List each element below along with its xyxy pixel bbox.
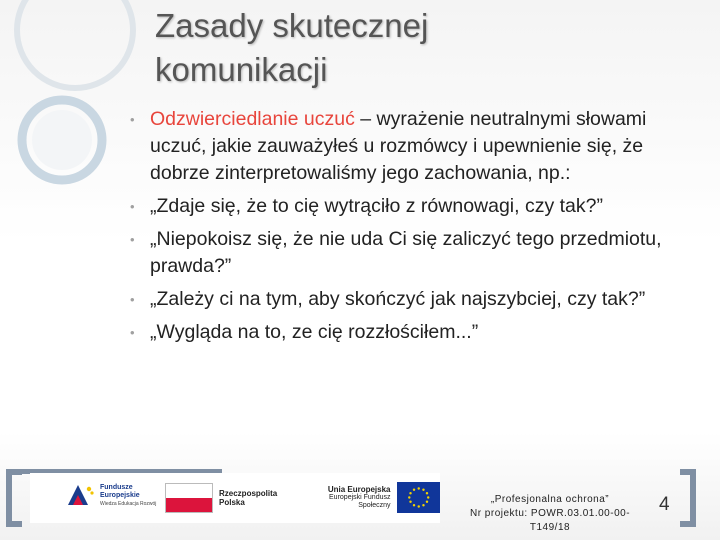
fundusze-europejskie-mark-icon [62,481,96,511]
eu-logo-line-2: Europejski Fundusz Społeczny [329,493,391,509]
polish-flag-icon [165,483,213,513]
bullet-text: – wyrażenie neutralnymi słowami uczuć, jakie zauważyłeś u rozmówcy i upewnienie się, że dobrze zinterpretowaliśmy jego zachowania, np.: [150,108,647,184]
bullet-dot-icon: • [130,232,135,247]
circle-top-ring [17,0,133,88]
bullet-dot-icon: • [130,112,135,127]
page-number: 4 [659,494,670,515]
slide-title-line-1: Zasady skutecznej [155,7,429,44]
project-info [450,493,650,535]
program-name: „Profesjonalna ochrona” [490,494,610,505]
bullet-dot-icon: • [130,325,135,340]
fundusze-europejskie-logo [62,481,156,511]
eu-flag-icon [397,482,441,513]
pl-logo-line-2: Polska [219,498,245,507]
fe-logo-line-3: Wiedza Edukacja Rozwój [100,501,157,507]
footer-bracket-right [680,469,696,527]
bullet-item-4 [130,286,705,313]
bullet-dot-icon: • [130,292,135,307]
funding-logo-bar [30,473,440,523]
bullet-item-1 [130,106,705,187]
slide-title-line-2: komunikacji [155,51,328,88]
bullet-text: „Zależy ci na tym, aby skończyć jak najszybciej, czy tak?” [150,288,646,310]
bullet-text: „Niepokoisz się, że nie uda Ci się zaliczyć tego przedmiotu, prawda?” [150,228,662,277]
footer-bracket-left [6,469,22,527]
bullet-text: „Wygląda na to, ze cię rozzłościłem...” [150,321,479,343]
slide-title [155,4,428,92]
project-number: Nr projektu: POWR.03.01.00-00-T149/18 [469,508,631,533]
bullet-text: „Zdaje się, że to cię wytrąciło z równowagi, czy tak?” [150,195,603,217]
fe-logo-line-1: Fundusze [100,484,133,491]
circle-bottom-fill [32,110,92,170]
rzeczpospolita-polska-logo [165,483,277,513]
bullet-highlight: Odzwierciedlanie uczuć [150,108,355,130]
bullet-item-2 [130,193,705,220]
unia-europejska-logo [300,482,440,513]
fe-logo-line-2: Europejskie [100,492,140,499]
bullet-item-3 [130,226,705,280]
pl-logo-line-1: Rzeczpospolita [219,489,278,498]
bullet-dot-icon: • [130,199,135,214]
bullet-item-5 [130,319,705,346]
bullet-list [130,106,705,352]
eu-logo-line-1: Unia Europejska [327,484,391,494]
